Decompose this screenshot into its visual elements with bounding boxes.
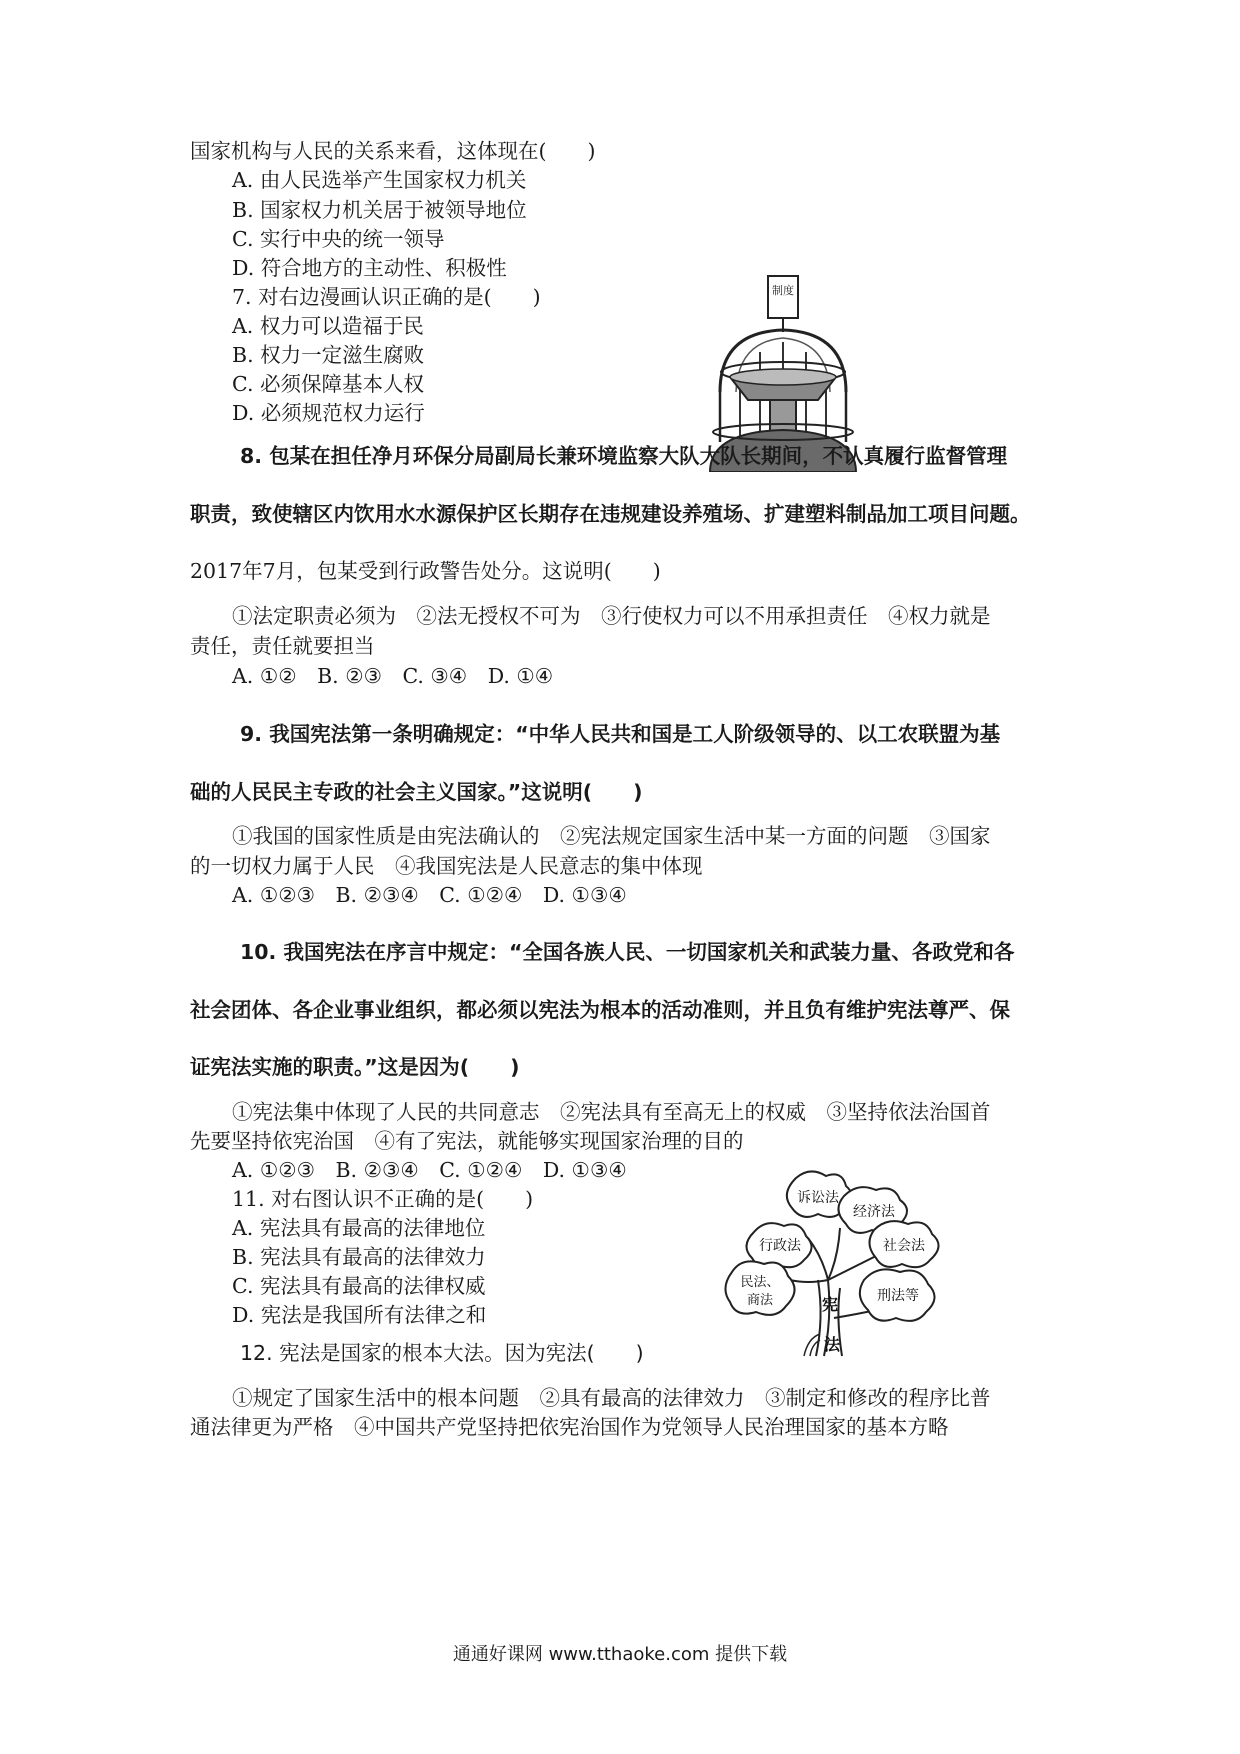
q6-option-a: A. 由人民选举产生国家权力机关 [232, 168, 527, 192]
q6-stem: 国家机构与人民的关系来看，这体现在( ) [190, 139, 596, 163]
q6-option-d: D. 符合地方的主动性、积极性 [232, 256, 507, 280]
q11-option-a: A. 宪法具有最高的法律地位 [232, 1216, 486, 1240]
q11-stem: 11. 对右图认识不正确的是( ) [232, 1187, 534, 1211]
q9-statements-line2: 的一切权力属于人民 ④我国宪法是人民意志的集中体现 [190, 854, 703, 878]
q9-answers: A. ①②③ B. ②③④ C. ①②④ D. ①③④ [232, 883, 627, 907]
q8-statements-line2: 责任，责任就要担当 [190, 634, 375, 658]
q12-stem: 12. 宪法是国家的根本大法。因为宪法( ) [240, 1341, 644, 1365]
q8-stem-line2: 职责，致使辖区内饮用水水源保护区长期存在违规建设养殖场、扩建塑料制品加工项目问题。 [190, 502, 1031, 526]
svg-text:经济法: 经济法 [853, 1204, 895, 1220]
q9-stem-line1: 9. 我国宪法第一条明确规定：“中华人民共和国是工人阶级领导的、以工农联盟为基 [240, 722, 1001, 746]
q11-option-c: C. 宪法具有最高的法律权威 [232, 1274, 486, 1298]
q8-answers: A. ①② B. ②③ C. ③④ D. ①④ [232, 664, 554, 688]
q9-stem-line2: 础的人民民主专政的社会主义国家。”这说明( ) [190, 780, 643, 804]
q7-stem: 7. 对右边漫画认识正确的是( ) [232, 285, 541, 309]
q10-stem-line3: 证宪法实施的职责。”这是因为( ) [190, 1055, 520, 1079]
trunk-label-2: 法 [823, 1335, 841, 1354]
svg-text:刑法等: 刑法等 [877, 1288, 919, 1304]
q9-statements-line1: ①我国的国家性质是由宪法确认的 ②宪法规定国家生活中某一方面的问题 ③国家 [232, 824, 991, 848]
cage-tag-label: 制度 [772, 284, 794, 297]
q8-stem-line3: 2017年7月，包某受到行政警告处分。这说明( ) [190, 559, 661, 583]
cage-tag [768, 276, 798, 318]
q6-option-c: C. 实行中央的统一领导 [232, 227, 445, 251]
svg-text:诉讼法: 诉讼法 [797, 1190, 839, 1206]
q10-answers: A. ①②③ B. ②③④ C. ①②④ D. ①③④ [232, 1158, 627, 1182]
q6-option-b: B. 国家权力机关居于被领导地位 [232, 198, 527, 222]
q10-stem-line1: 10. 我国宪法在序言中规定：“全国各族人民、一切国家机关和武装力量、各政党和各 [240, 940, 1015, 964]
q7-option-c: C. 必须保障基本人权 [232, 372, 424, 396]
q10-statements-line1: ①宪法集中体现了人民的共同意志 ②宪法具有至高无上的权威 ③坚持依法治国首 [232, 1100, 991, 1124]
q11-option-b: B. 宪法具有最高的法律效力 [232, 1245, 486, 1269]
q12-statements-line1: ①规定了国家生活中的根本问题 ②具有最高的法律效力 ③制定和修改的程序比普 [232, 1386, 991, 1410]
q11-option-d: D. 宪法是我国所有法律之和 [232, 1303, 487, 1327]
q10-stem-line2: 社会团体、各企业事业组织，都必须以宪法为根本的活动准则，并且负有维护宪法尊严、保 [190, 998, 1010, 1022]
svg-text:行政法: 行政法 [759, 1238, 801, 1254]
q8-stem-line1: 8. 包某在担任净月环保分局副局长兼环境监察大队大队长期间，不认真履行监督管理 [240, 444, 1008, 468]
q12-statements-line2: 通法律更为严格 ④中国共产党坚持把依宪治国作为党领导人民治理国家的基本方略 [190, 1415, 949, 1439]
law-tree-diagram [724, 1168, 950, 1358]
q7-option-b: B. 权力一定滋生腐败 [232, 343, 425, 367]
svg-text:民法、: 民法、 [740, 1275, 780, 1290]
svg-text:商法: 商法 [746, 1293, 774, 1308]
q7-option-d: D. 必须规范权力运行 [232, 401, 425, 425]
q7-option-a: A. 权力可以造福于民 [232, 314, 424, 338]
trunk-label-1: 宪 [821, 1295, 839, 1314]
svg-text:社会法: 社会法 [883, 1238, 925, 1254]
page-footer: 通通好课网 www.tthaoke.com 提供下载 [452, 1644, 788, 1665]
q10-statements-line2: 先要坚持依宪治国 ④有了宪法，就能够实现国家治理的目的 [190, 1129, 744, 1153]
q8-statements-line1: ①法定职责必须为 ②法无授权不可为 ③行使权力可以不用承担责任 ④权力就是 [232, 604, 991, 628]
